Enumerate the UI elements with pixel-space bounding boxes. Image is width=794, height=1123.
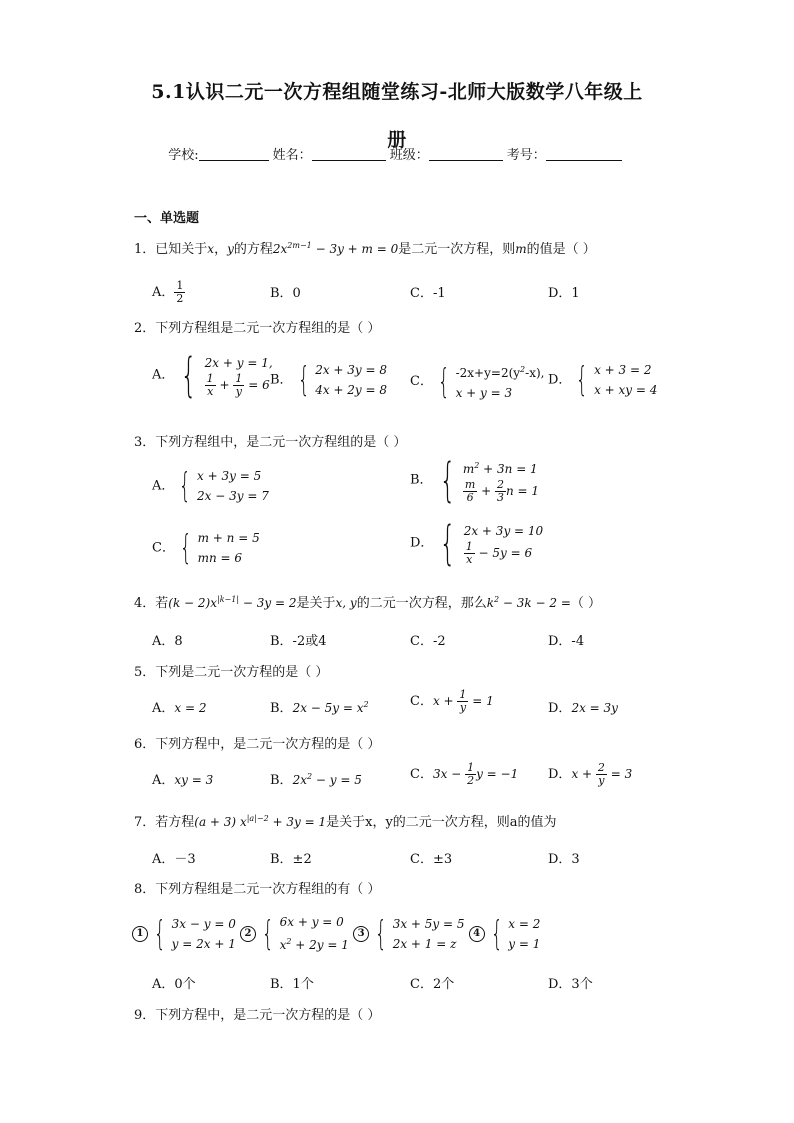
question-6-stem: 6．下列方程中，是二元一次方程的是（ ） — [134, 737, 381, 752]
question-6-option-d[interactable]: D．x + $\frac{2}{y}$ = 3 — [548, 761, 633, 787]
question-3-stem: 3．下列方程组中，是二元一次方程组的是（ ） — [134, 435, 407, 450]
system-3: 3 { 3x + 5y = 5 2x + 1 = z — [353, 914, 464, 954]
question-1-option-d[interactable]: D．1 — [548, 286, 580, 301]
question-4-option-d[interactable]: D．-4 — [548, 634, 585, 649]
question-5-option-b[interactable]: B．$2x - 5y = x^2$ — [270, 700, 369, 716]
question-8-option-a[interactable]: A．0个 — [152, 977, 196, 992]
title-line-2: 册 — [387, 129, 407, 151]
system-1: 1 { 3x − y = 0 y = 2x + 1 — [132, 914, 236, 954]
question-8-option-d[interactable]: D．3个 — [548, 977, 593, 992]
question-7-option-d[interactable]: D．3 — [548, 852, 580, 867]
school-label: 学校: — [168, 148, 199, 163]
question-3-option-a[interactable]: A． { x + 3y = 5 2x − 3y = 7 — [152, 466, 269, 506]
question-3-option-c[interactable]: C． { m + n = 5 mn = 6 — [152, 528, 260, 568]
question-2-option-b[interactable]: B． { 2x + 3y = 8 4x + 2y = 8 — [270, 360, 388, 400]
class-blank[interactable] — [429, 146, 503, 161]
question-4-option-b[interactable]: B．-2或4 — [270, 634, 327, 649]
question-4-stem: 4．若$(k - 2)x^{|k-1|} - 3y = 2$是关于x, y的二元一次方程，那么$k^2 - 3k - 2$ =（ ） — [134, 595, 602, 611]
name-blank[interactable] — [312, 146, 386, 161]
question-8-option-b[interactable]: B．1个 — [270, 977, 314, 992]
question-2-stem: 2．下列方程组是二元一次方程组的是（ ） — [134, 321, 381, 336]
question-3-option-d[interactable]: D． { 2x + 3y = 10 $\frac{1}{x}$ − 5y = 6 — [410, 516, 544, 570]
exam-label: 考号： — [506, 148, 546, 163]
question-8-option-c[interactable]: C．2个 — [410, 977, 455, 992]
question-6-option-c[interactable]: C．3x − $\frac{1}{2}$ y = −1 — [410, 761, 519, 787]
question-5-option-a[interactable]: A．x = 2 — [152, 701, 207, 716]
question-5-stem: 5．下列是二元一次方程的是（ ） — [134, 665, 329, 680]
question-9-stem: 9．下列方程中，是二元一次方程的是（ ） — [134, 1008, 381, 1023]
question-6-option-a[interactable]: A．xy = 3 — [152, 773, 214, 788]
question-7-option-a[interactable]: A．－3 — [152, 852, 196, 867]
school-blank[interactable] — [199, 146, 269, 161]
question-2-option-a[interactable]: A． { 2x + y = 1, $\frac{1}{x}$ + $\frac{1}{y}$ = 6 — [152, 348, 273, 402]
question-4-option-c[interactable]: C．-2 — [410, 634, 446, 649]
question-2-option-c[interactable]: C． { $-2x+y=2(y^2-x)$, x + y = 3 — [410, 361, 545, 402]
class-label: 班级： — [389, 148, 429, 163]
system-4: 4 { x = 2 y = 1 — [469, 914, 541, 954]
name-label: 姓名： — [272, 148, 312, 163]
question-5-option-d[interactable]: D．2x = 3y — [548, 701, 618, 716]
question-8-stem: 8．下列方程组是二元一次方程组的有（ ） — [134, 882, 381, 897]
question-5-option-c[interactable]: C．x + $\frac{1}{y}$ = 1 — [410, 688, 494, 714]
question-7-stem: 7．若方程(a + 3) $x^{|a|-2} + 3y = 1$是关于x，y的二元一次方程，则a的值为 — [134, 814, 557, 830]
question-1-option-c[interactable]: C．-1 — [410, 286, 446, 301]
system-2: 2 { 6x + y = 0 $x^2 + 2y = 1$ — [240, 912, 349, 955]
question-3-option-b[interactable]: B． { $m^2 + 3n = 1$ $\frac{m}{6}$ + $\frac{2}{3}$ n = 1 — [410, 453, 540, 507]
question-7-option-b[interactable]: B．±2 — [270, 852, 312, 867]
student-info-line — [0, 144, 794, 163]
question-8-systems — [132, 912, 540, 955]
exam-blank[interactable] — [546, 146, 622, 161]
question-4-option-a[interactable]: A．8 — [152, 634, 183, 649]
question-2-option-d[interactable]: D． { x + 3 = 2 x + xy = 4 — [548, 360, 658, 400]
question-7-option-c[interactable]: C．±3 — [410, 852, 453, 867]
question-1-stem: 1．已知关于x，y的方程$2x^{2m-1} - 3y + m = 0$是二元一次方程，则m的值是（ ） — [134, 241, 596, 257]
question-1-option-a[interactable]: A． $\frac{1}{2}$ — [152, 279, 184, 305]
title-line-1: 5.1认识二元一次方程组随堂练习-北师大版数学八年级上 — [151, 81, 643, 103]
question-1-option-b[interactable]: B．0 — [270, 286, 301, 301]
question-6-option-b[interactable]: B．$2x^2 - y = 5$ — [270, 772, 362, 788]
section-title: 一、单选题 — [134, 211, 200, 226]
